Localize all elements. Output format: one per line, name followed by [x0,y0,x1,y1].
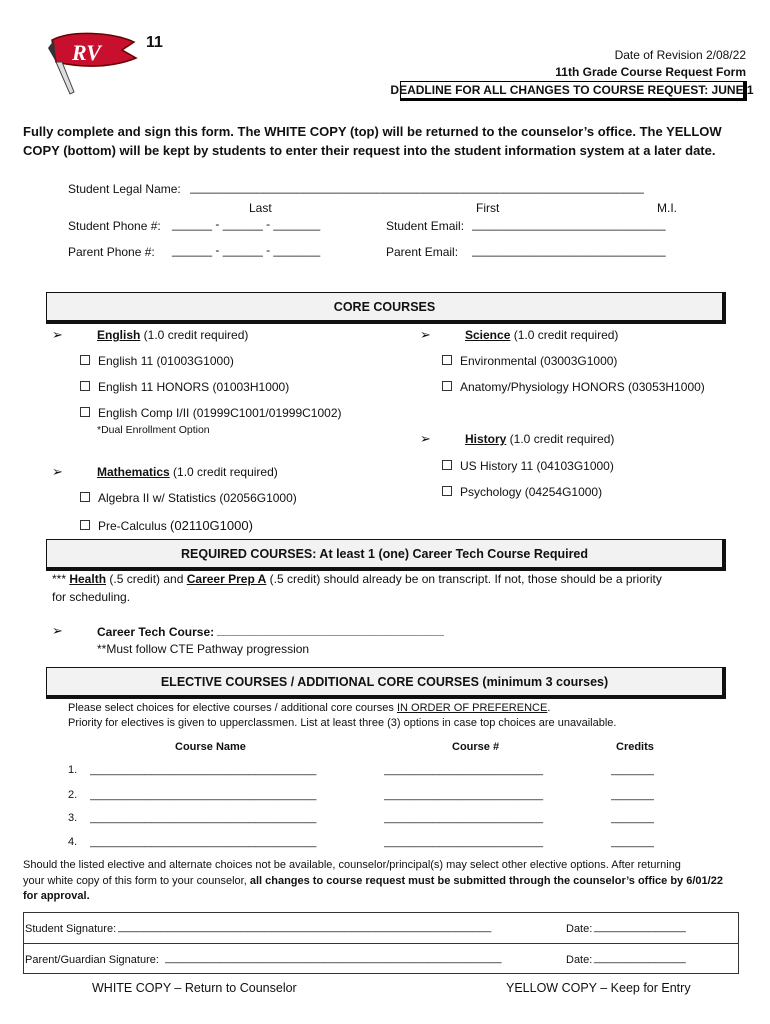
revision-date: Date of Revision 2/08/22 [614,48,746,62]
col-course-name: Course Name [175,741,246,753]
yellow-copy-label: YELLOW COPY – Keep for Entry [506,981,691,995]
parent-date-label: Date: [566,954,593,966]
checkbox-icon[interactable] [80,381,90,391]
student-email-label: Student Email: [386,219,465,233]
svg-text:RV: RV [72,40,101,65]
parent-signature-label: Parent/Guardian Signature: [25,954,159,966]
checkbox-icon[interactable] [442,355,452,365]
science-credit: (1.0 credit required) [510,328,619,342]
white-copy-label: WHITE COPY – Return to Counselor [92,981,297,995]
math-title: Mathematics [97,465,170,479]
history-title: History [465,432,507,446]
english-option-2[interactable] [80,380,289,394]
school-logo [42,28,142,100]
order-of-preference: IN ORDER OF PREFERENCE [396,702,548,714]
col-course-number: Course # [452,741,500,753]
elective-row-number: 1. [68,764,78,776]
english-credit: (1.0 credit required) [140,328,249,342]
checkbox-icon[interactable] [80,520,90,530]
elective-course-name-field[interactable]: _____________________________________ [90,789,317,801]
elective-credits-field[interactable]: _______ [611,789,654,801]
history-heading [465,432,614,446]
career-prep-label: Career Prep A [186,572,267,586]
student-date-label: Date: [566,923,593,935]
checkbox-icon[interactable] [442,460,452,470]
elective-course-number-field[interactable]: __________________________ [384,836,544,848]
science-option-1[interactable] [442,354,617,368]
dual-enrollment-note: *Dual Enrollment Option [97,424,210,436]
col-credits: Credits [616,741,654,753]
core-courses-banner: CORE COURSES [46,292,726,324]
english-option-1[interactable] [80,354,234,368]
checkbox-icon[interactable] [80,492,90,502]
option-label: English 11 (01003G1000) [98,354,234,368]
precalc-code: (02110G1000) [170,518,253,533]
student-phone-label: Student Phone #: [68,219,161,233]
footer-note-line-3: for approval. [23,890,90,902]
elective-course-number-field[interactable]: __________________________ [384,764,544,776]
required-note-line-1 [52,572,662,586]
checkbox-icon[interactable] [442,381,452,391]
english-heading [97,328,248,342]
elective-row-number: 2. [68,789,78,801]
career-tech-label: Career Tech Course: [97,625,215,639]
instr-text: Please select choices for elective courses / additional core courses [68,702,397,714]
option-label: Environmental (03003G1000) [460,354,618,368]
note-text: your white copy of this form to your counselor, [23,875,250,887]
option-label: US History 11 (04103G1000) [460,459,614,473]
elective-credits-field[interactable]: _______ [611,836,654,848]
elective-courses-banner: ELECTIVE COURSES / ADDITIONAL CORE COURSES (minimum 3 courses) [46,667,726,699]
student-phone-field[interactable]: ______ - ______ - _______ [172,217,321,231]
option-label: Algebra II w/ Statistics (02056G1000) [98,491,297,505]
student-date-field[interactable]: _______________ [594,921,686,933]
elective-course-number-field[interactable]: __________________________ [384,789,544,801]
elective-course-name-field[interactable]: _____________________________________ [90,836,317,848]
elective-credits-field[interactable]: _______ [611,812,654,824]
parent-signature-field[interactable]: _______________________________________________________ [165,952,502,964]
elective-row-number: 3. [68,812,78,824]
history-option-1[interactable] [442,459,614,473]
checkbox-icon[interactable] [80,355,90,365]
health-label: Health [69,572,107,586]
form-title: 11th Grade Course Request Form [555,65,746,79]
math-heading [97,465,278,479]
career-tech-field[interactable]: __________________________________ [217,623,444,637]
elective-course-number-field[interactable]: __________________________ [384,812,544,824]
math-option-1[interactable] [80,491,297,505]
arrow-icon: ➢ [52,327,63,342]
parent-phone-label: Parent Phone #: [68,245,155,259]
footer-note-line-1: Should the listed elective and alternate choices not be available, counselor/principal(s) may select other elective options. After returning [23,859,681,871]
arrow-icon: ➢ [52,464,63,479]
legal-name-field[interactable]: ____________________________________________________________________ [190,180,644,194]
intro-instructions: Fully complete and sign this form. The WHITE COPY (top) will be returned to the counselor’s office. The YELLOW COPY (bottom) will be kept by students to enter their request into the student information system at a later date. [23,124,722,158]
elective-instructions-1 [68,702,550,714]
science-heading [465,328,618,342]
first-name-caption: First [476,201,500,215]
elective-course-name-field[interactable]: _____________________________________ [90,812,317,824]
science-option-2[interactable] [442,380,705,394]
instr-text: . [547,702,551,714]
option-label: Psychology (04254G1000) [460,485,603,499]
english-option-3[interactable] [80,406,342,420]
divider [24,943,738,944]
last-name-caption: Last [249,201,272,215]
option-label: English 11 HONORS (01003H1000) [98,380,290,394]
grade-number: 11 [146,34,163,51]
parent-phone-field[interactable]: ______ - ______ - _______ [172,243,321,257]
elective-course-name-field[interactable]: _____________________________________ [90,764,317,776]
note-text: (.5 credit) and [106,572,187,586]
elective-credits-field[interactable]: _______ [611,764,654,776]
parent-email-label: Parent Email: [386,245,459,259]
math-option-2[interactable] [80,518,253,533]
parent-date-field[interactable]: _______________ [594,952,686,964]
required-note-line-2: for scheduling. [52,590,131,604]
history-credit: (1.0 credit required) [506,432,615,446]
option-label: Pre-Calculus [98,519,167,533]
cte-pathway-note: **Must follow CTE Pathway progression [97,642,310,656]
deadline-box: DEADLINE FOR ALL CHANGES TO COURSE REQUEST: JUNE 1 [400,81,747,101]
elective-row-number: 4. [68,836,78,848]
arrow-icon: ➢ [420,327,431,342]
science-title: Science [465,328,511,342]
checkbox-icon[interactable] [442,486,452,496]
student-email-field[interactable]: _____________________________ [472,217,666,231]
student-signature-label: Student Signature: [25,923,117,935]
history-option-2[interactable] [442,485,602,499]
legal-name-label: Student Legal Name: [68,182,181,196]
middle-initial-caption: M.I. [657,201,677,215]
required-courses-banner: REQUIRED COURSES: At least 1 (one) Career Tech Course Required [46,539,726,571]
note-prefix: *** [52,572,70,586]
parent-email-field[interactable]: _____________________________ [472,243,666,257]
math-credit: (1.0 credit required) [169,465,278,479]
note-text: (.5 credit) should already be on transcript. If not, those should be a priority [266,572,662,586]
checkbox-icon[interactable] [80,407,90,417]
note-bold: all changes to course request must be submitted through the counselor’s office by 6/01/22 [249,875,723,887]
option-label: English Comp I/II (01999C1001/01999C1002) [98,406,342,420]
arrow-icon: ➢ [420,431,431,446]
elective-instructions-2: Priority for electives is given to upperclassmen. List at least three (3) options in case top choices are unavailable. [68,717,617,729]
option-label: Anatomy/Physiology HONORS (03053H1000) [460,380,705,394]
arrow-icon: ➢ [52,623,63,638]
english-title: English [97,328,141,342]
student-signature-field[interactable]: _____________________________________________________________ [118,921,492,933]
footer-note-line-2 [23,875,723,887]
